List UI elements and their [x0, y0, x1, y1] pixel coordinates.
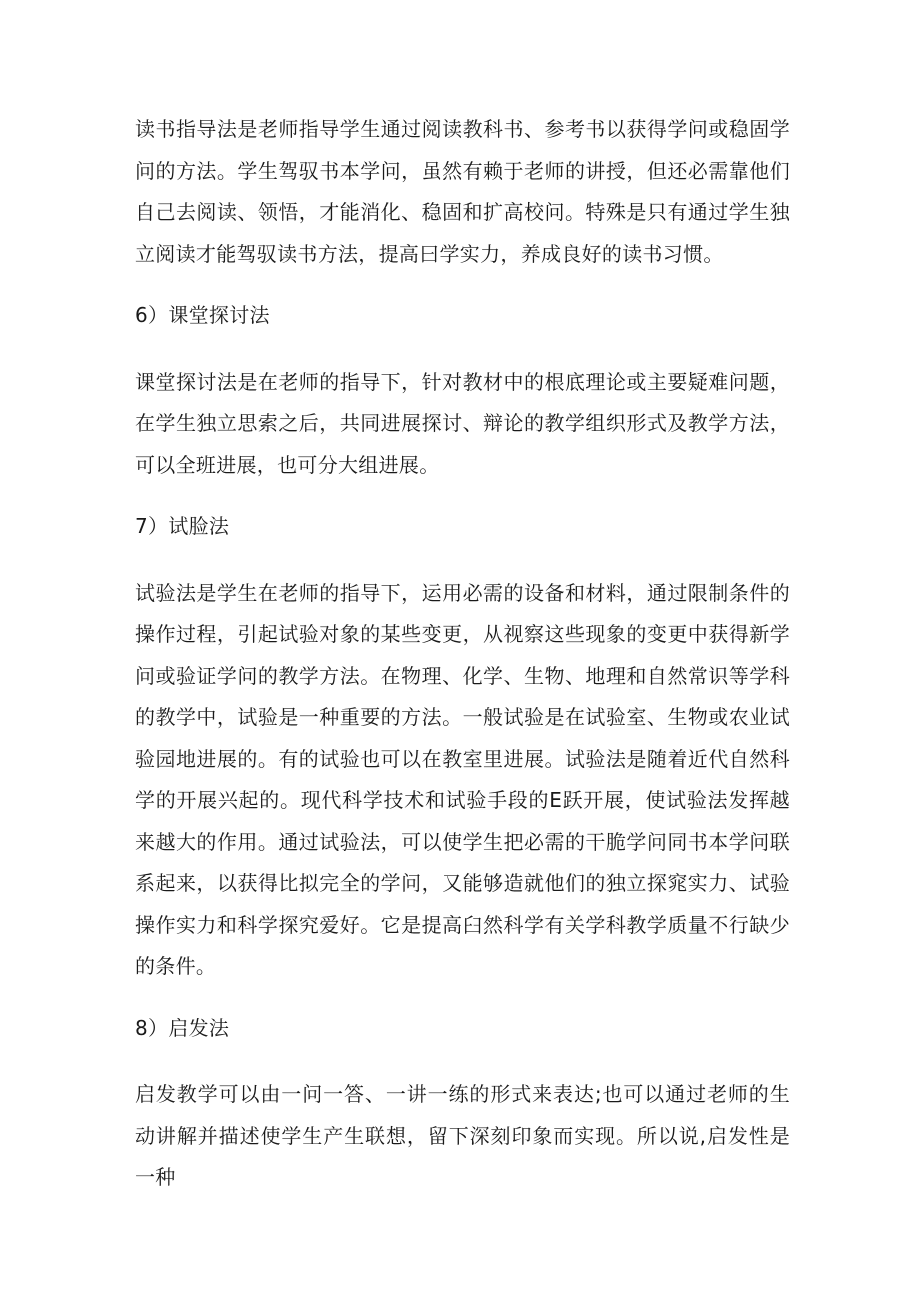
paragraph-reading-guidance: 读书指导法是老师指导学生通过阅读教科书、参考书以获得学问或稳固学问的方法。学生驾驭书本学问，虽然有赖于老师的讲授，但还必需靠他们自己去阅读、领悟，才能消化、稳固和扩高校问。特殊是只有通过学生独立阅读才能驾驭读书方法，提高曰学实力，养成良好的读书习惯。 — [135, 117, 790, 266]
paragraph-gap — [135, 988, 790, 1008]
paragraph-experiment-method: 试验法是学生在老师的指导下，运用必需的设备和材料，通过限制条件的操作过程，引起试验对象的某些变更，从视察这些现象的变更中获得新学问或验证学问的教学方法。在物理、化学、生物、地理和自然常识等学科的教学中，试验是一种重要的方法。一般试验是在试验室、生物或农业试验园地进展的。有的试验也可以在教室里进展。试验法是随着近代自然科学的开展兴起的。现代科学技术和试验手段的E跃开展，使试验法发挥越来越大的作用。通过试验法，可以使学生把必需的干脆学问同书本学问联系起来，以获得比拟完全的学问，又能够造就他们的独立探窕实力、试验操作实力和科学探究爱好。它是提高臼然科学有关学科教学质量不行缺少的条件。 — [135, 580, 790, 978]
heading-heuristic-method: 8）启发法 — [135, 1015, 230, 1040]
paragraph-classroom-discussion: 课堂探讨法是在老师的指导下，针对教材中的根底理论或主要疑难问题，在学生独立思索之后，共同进展探讨、辩论的教学组织形式及教学方法，可以全班进展，也可分大组进展。 — [135, 369, 790, 477]
paragraph-heuristic-method: 启发教学可以由一问一答、一讲一练的形式来表达;也可以通过老师的生动讲解并描述使学生产生联想，留下深刻印象而实现。所以说,启发性是一种 — [135, 1082, 790, 1189]
paragraph-gap — [135, 486, 790, 506]
document-body — [135, 109, 790, 1199]
paragraph-gap — [135, 337, 790, 362]
heading-experiment-method: 7）试脸法 — [135, 514, 230, 538]
paragraph-gap — [135, 1049, 790, 1074]
paragraph-gap — [135, 548, 790, 573]
heading-classroom-discussion: 6）课堂探讨法 — [135, 303, 270, 327]
paragraph-gap — [135, 275, 790, 295]
